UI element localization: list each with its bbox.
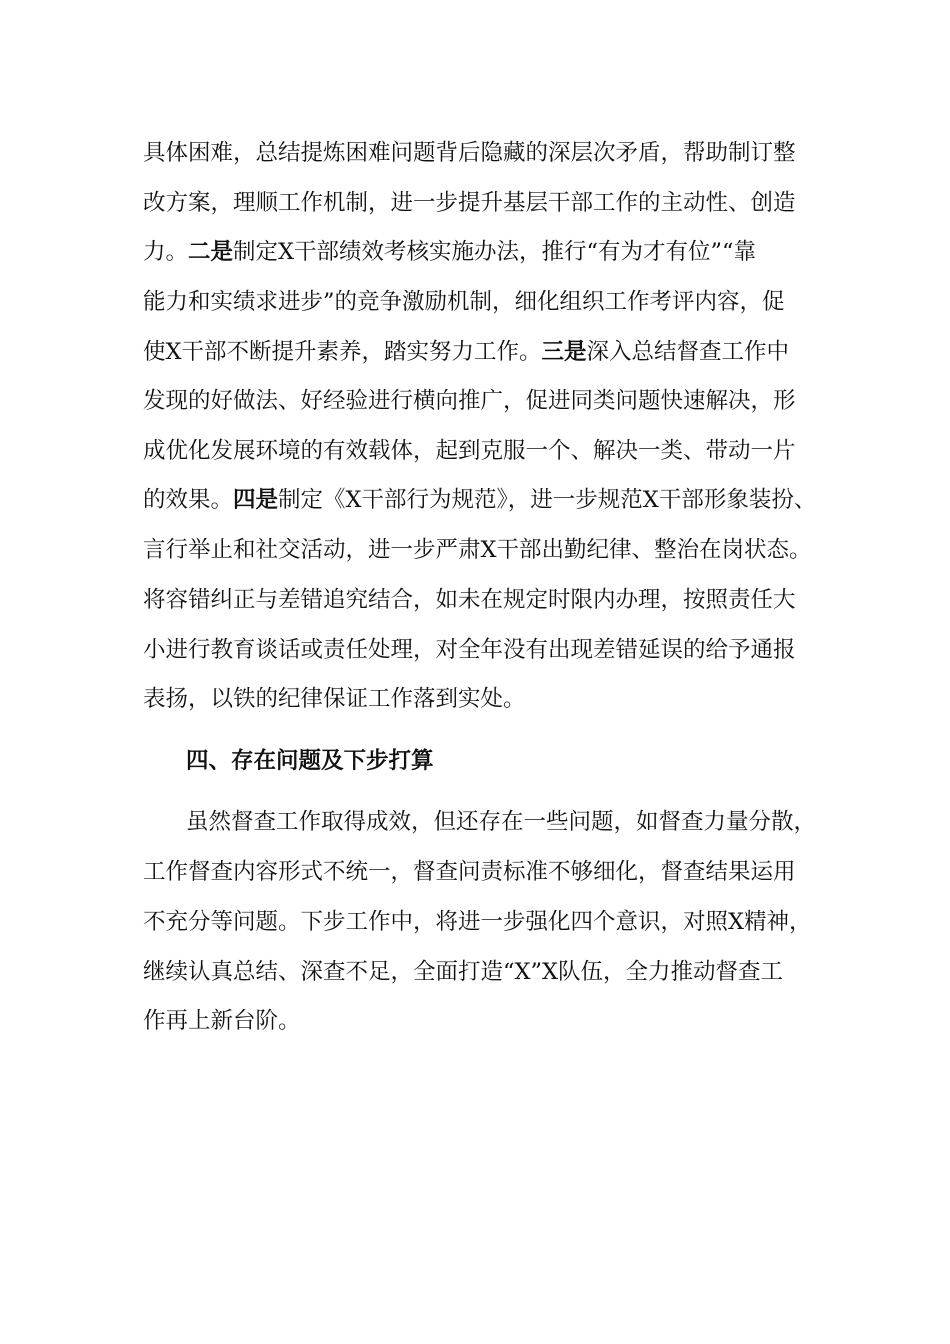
paragraph-line: 虽然督查工作取得成效，但还存在一些问题，如督查力量分散， (186, 809, 817, 835)
section-heading: 四、存在问题及下步打算 (186, 748, 434, 774)
emphasis-label: 四是 (233, 487, 279, 513)
paragraph-line: 使X干部不断提升素养，踏实努力工作。三是深入总结督查工作中 (143, 339, 790, 365)
paragraph-line: 改方案，理顺工作机制，进一步提升基层干部工作的主动性、创造 (143, 190, 796, 216)
paragraph-line: 将容错纠正与差错追究结合，如未在规定时限内办理，按照责任大 (143, 587, 796, 613)
paragraph-line: 力。二是制定X干部绩效考核实施办法，推行“有为才有位”“靠 (143, 239, 757, 265)
paragraph-line: 不充分等问题。下步工作中，将进一步强化四个意识，对照X精神， (143, 909, 812, 935)
paragraph-line: 发现的好做法、好经验进行横向推广，促进同类问题快速解决，形 (143, 388, 796, 414)
paragraph-line: 言行举止和社交活动，进一步严肃X干部出勤纪律、整治在岗状态。 (143, 537, 812, 563)
paragraph-line: 具体困难，总结提炼困难问题背后隐藏的深层次矛盾，帮助制订整 (143, 140, 796, 166)
emphasis-label: 三是 (541, 339, 587, 365)
emphasis-label: 二是 (188, 239, 234, 265)
paragraph-line: 成优化发展环境的有效载体，起到克服一个、解决一类、带动一片 (143, 438, 796, 464)
paragraph-line: 能力和实绩求进步”的竞争激励机制，细化组织工作考评内容，促 (143, 289, 785, 315)
paragraph-line: 工作督查内容形式不统一，督查问责标准不够细化，督查结果运用 (143, 859, 796, 885)
paragraph-line: 表扬，以铁的纪律保证工作落到实处。 (143, 686, 526, 712)
paragraph-line: 作再上新台阶。 (143, 1008, 301, 1034)
paragraph-line: 小进行教育谈话或责任处理，对全年没有出现差错延误的给予通报 (143, 637, 796, 663)
paragraph-line: 继续认真总结、深查不足，全面打造“X”X队伍，全力推动督查工 (143, 959, 784, 985)
paragraph-line: 的效果。四是制定《X干部行为规范》，进一步规范X干部形象装扮、 (143, 487, 817, 513)
